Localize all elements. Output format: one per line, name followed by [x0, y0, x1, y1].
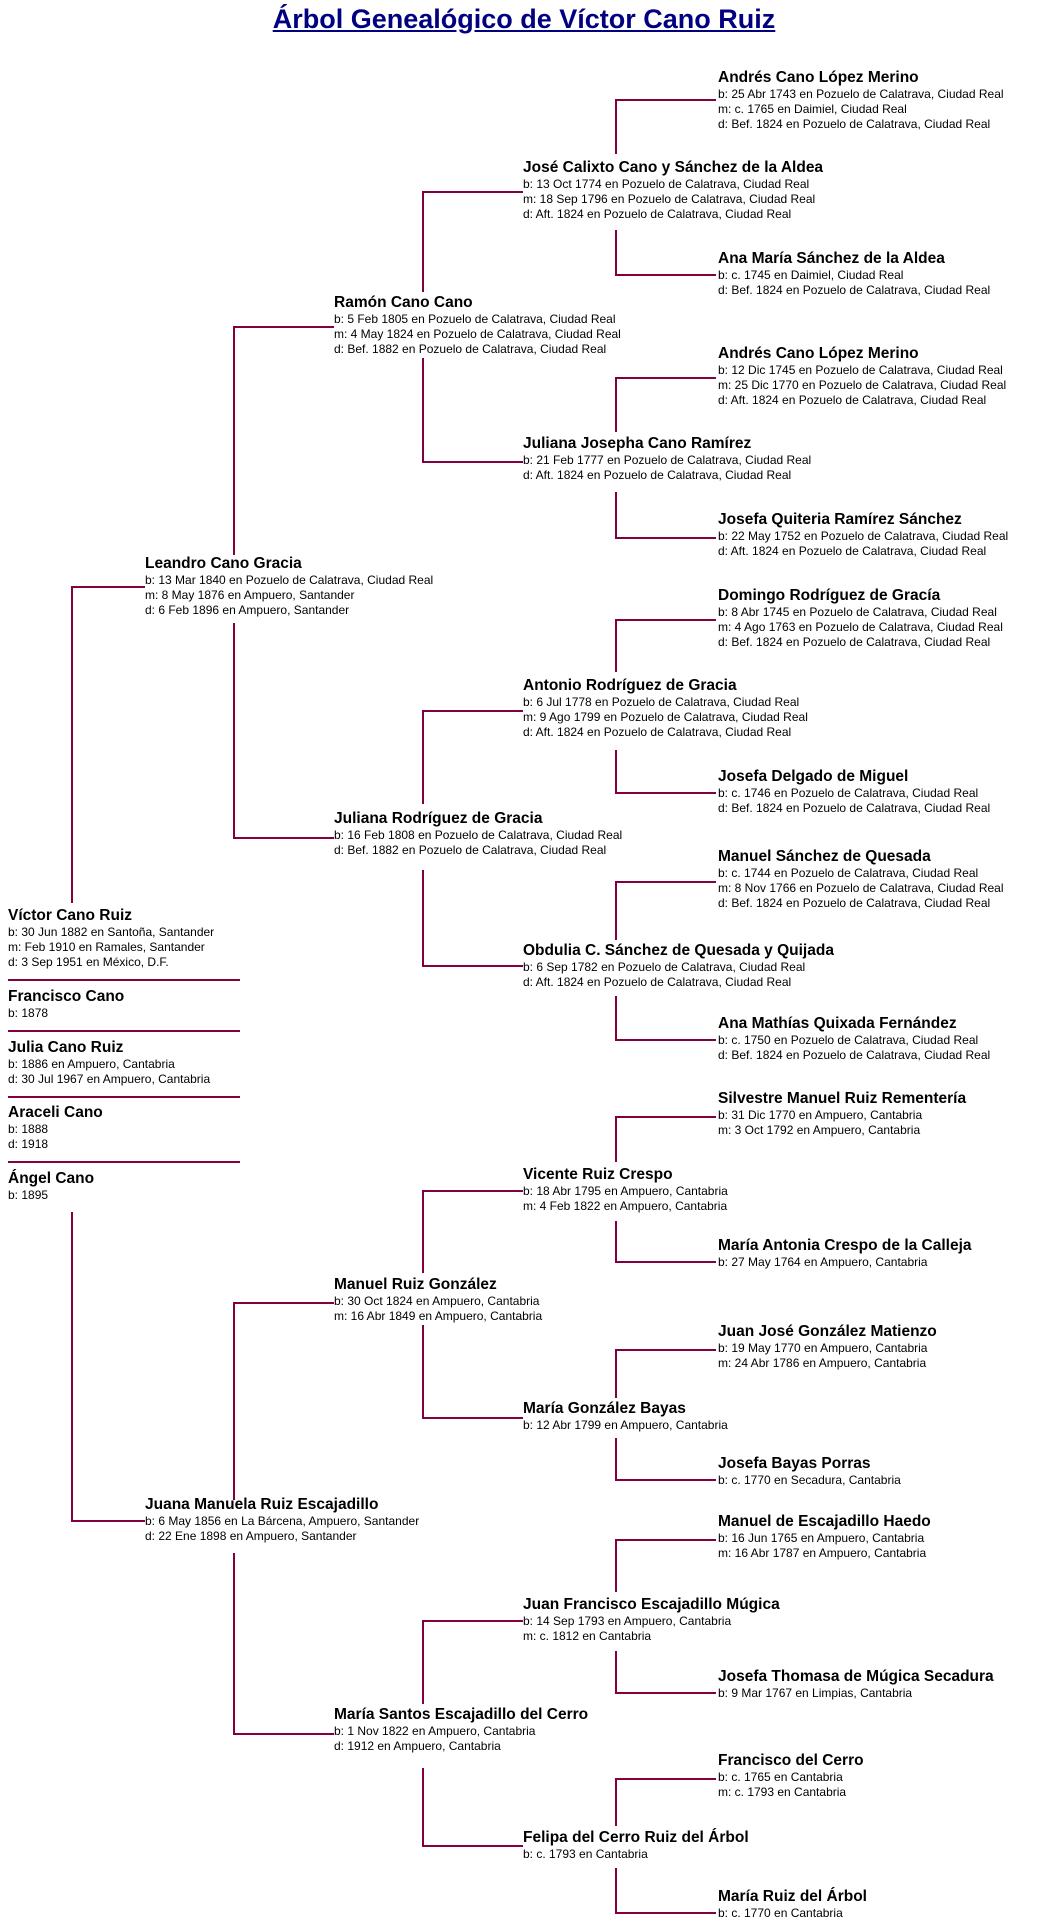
person-name: Andrés Cano López Merino — [718, 69, 919, 86]
person-name: Juana Manuela Ruiz Escajadillo — [145, 1496, 379, 1513]
connector-juan-josefatms — [616, 1651, 716, 1693]
person-marriage: m: 18 Sep 1796 en Pozuelo de Calatrava, Ciudad Real — [523, 192, 816, 206]
connector-obdulia-manuelsq — [616, 882, 716, 940]
person-name: Vicente Ruiz Crespo — [523, 1166, 673, 1183]
person-birth: b: 13 Oct 1774 en Pozuelo de Calatrava, Ciudad Real — [523, 177, 810, 191]
person-juan-fem — [523, 1596, 780, 1644]
person-marriage: m: 24 Abr 1786 en Ampuero, Cantabria — [718, 1356, 927, 1370]
person-name: Ramón Cano Cano — [334, 294, 473, 311]
person-marriage: m: 16 Abr 1849 en Ampuero, Cantabria — [334, 1309, 543, 1323]
person-birth: b: 18 Abr 1795 en Ampuero, Cantabria — [523, 1184, 728, 1198]
person-birth: b: 1895 — [8, 1188, 49, 1202]
connector-ramon-josecalixto — [423, 192, 523, 292]
person-death: d: Aft. 1824 en Pozuelo de Calatrava, Ciudad Real — [718, 544, 987, 558]
person-leandro — [145, 555, 433, 618]
connector-antonio-domingo — [616, 620, 716, 672]
connector-manuel-vicente — [423, 1191, 523, 1273]
person-name: Leandro Cano Gracia — [145, 555, 302, 572]
person-name: Ana Mathías Quixada Fernández — [718, 1015, 957, 1032]
person-name: Manuel Sánchez de Quesada — [718, 848, 931, 865]
person-birth: b: 6 May 1856 en La Bárcena, Ampuero, Santander — [145, 1514, 420, 1528]
person-name: Juliana Rodríguez de Gracia — [334, 810, 543, 827]
person-name: Josefa Quiteria Ramírez Sánchez — [718, 511, 962, 528]
person-marriage: m: 4 Feb 1822 en Ampuero, Cantabria — [523, 1199, 728, 1213]
connector-mariasantos-juan — [423, 1621, 523, 1704]
connector-ramon-juliana — [423, 358, 523, 462]
connector-antonio-josefadm — [616, 750, 716, 793]
person-name: María Ruiz del Árbol — [718, 1888, 867, 1905]
person-manuel-eh — [718, 1513, 931, 1561]
person-birth: b: c. 1765 en Cantabria — [718, 1770, 843, 1784]
person-death: d: Aft. 1824 en Pozuelo de Calatrava, Ciudad Real — [718, 393, 987, 407]
connector-juan-manueleh — [616, 1540, 716, 1592]
person-marriage: m: 4 May 1824 en Pozuelo de Calatrava, Ciudad Real — [334, 327, 621, 341]
person-name: María Antonia Crespo de la Calleja — [718, 1237, 972, 1254]
person-josefa-dm — [718, 768, 990, 816]
person-birth: b: 1 Nov 1822 en Ampuero, Cantabria — [334, 1724, 536, 1738]
connector-mariagb-josefabp — [616, 1438, 716, 1480]
person-name: Josefa Thomasa de Múgica Secadura — [718, 1668, 994, 1685]
person-death: d: Aft. 1824 en Pozuelo de Calatrava, Ciudad Real — [523, 725, 792, 739]
person-marriage: m: 16 Abr 1787 en Ampuero, Cantabria — [718, 1546, 927, 1560]
person-name: Obdulia C. Sánchez de Quesada y Quijada — [523, 942, 834, 959]
connector-juliana-obdulia — [423, 870, 523, 966]
person-death: d: Aft. 1824 en Pozuelo de Calatrava, Ciudad Real — [523, 207, 792, 221]
person-josefa-bp — [718, 1455, 901, 1488]
person-name: Silvestre Manuel Ruiz Rementería — [718, 1090, 967, 1107]
connector-mariasantos-felipa — [423, 1768, 523, 1846]
person-marriage: m: 25 Dic 1770 en Pozuelo de Calatrava, Ciudad Real — [718, 378, 1007, 392]
person-birth: b: c. 1770 en Cantabria — [718, 1906, 843, 1920]
person-felipa — [523, 1829, 749, 1862]
connector-felipa-francisco — [616, 1779, 716, 1826]
page-title: Árbol Genealógico de Víctor Cano Ruiz — [272, 4, 776, 34]
person-name: María González Bayas — [523, 1400, 686, 1417]
sibling-angel — [8, 1170, 94, 1203]
person-birth: b: 12 Abr 1799 en Ampuero, Cantabria — [523, 1418, 728, 1432]
person-francisco-c — [718, 1752, 864, 1800]
person-name: Francisco del Cerro — [718, 1752, 864, 1769]
person-name: Ángel Cano — [8, 1170, 95, 1187]
person-maria-gb — [523, 1400, 728, 1433]
sibling-julia — [8, 1039, 210, 1087]
person-birth: b: 1886 en Ampuero, Cantabria — [8, 1057, 175, 1071]
person-birth: b: 30 Oct 1824 en Ampuero, Cantabria — [334, 1294, 540, 1308]
person-name: Manuel de Escajadillo Haedo — [718, 1513, 931, 1530]
connector-juliana-josefaq — [616, 492, 716, 538]
person-name: Domingo Rodríguez de Gracía — [718, 587, 941, 604]
person-birth: b: 9 Mar 1767 en Limpias, Cantabria — [718, 1686, 913, 1700]
connector-felipa-mariara — [616, 1868, 716, 1913]
person-birth: b: 6 Sep 1782 en Pozuelo de Calatrava, Ciudad Real — [523, 960, 806, 974]
person-marriage: m: 8 Nov 1766 en Pozuelo de Calatrava, Ciudad Real — [718, 881, 1004, 895]
person-name: María Santos Escajadillo del Cerro — [334, 1706, 589, 1723]
person-name: Francisco Cano — [8, 988, 125, 1005]
person-birth: b: c. 1793 en Cantabria — [523, 1847, 648, 1861]
person-maria-santos — [334, 1706, 588, 1754]
person-andres-2 — [718, 345, 1006, 408]
person-juan-jgm — [718, 1323, 937, 1371]
person-birth: b: c. 1744 en Pozuelo de Calatrava, Ciudad Real — [718, 866, 979, 880]
person-marriage: m: 3 Oct 1792 en Ampuero, Cantabria — [718, 1123, 921, 1137]
person-jose-calixto — [523, 159, 823, 222]
person-death: d: Aft. 1824 en Pozuelo de Calatrava, Ciudad Real — [523, 975, 792, 989]
connector-victor-leandro — [72, 587, 145, 903]
person-name: José Calixto Cano y Sánchez de la Aldea — [523, 159, 824, 176]
connector-josecalixto-anamaria — [616, 230, 716, 275]
person-maria-ra — [718, 1888, 867, 1921]
person-manuel-rg — [334, 1276, 542, 1324]
person-ramon — [334, 294, 621, 357]
person-birth: b: 19 May 1770 en Ampuero, Cantabria — [718, 1341, 928, 1355]
person-death: d: Bef. 1824 en Pozuelo de Calatrava, Ciudad Real — [718, 801, 991, 815]
connector-juliana-andres2 — [616, 378, 716, 432]
person-juliana-rg — [334, 810, 622, 858]
person-maria-acc — [718, 1237, 972, 1270]
person-marriage: m: 4 Ago 1763 en Pozuelo de Calatrava, Ciudad Real — [718, 620, 1003, 634]
person-name: Andrés Cano López Merino — [718, 345, 919, 362]
person-birth: b: 12 Dic 1745 en Pozuelo de Calatrava, Ciudad Real — [718, 363, 1003, 377]
person-josefa-qrs — [718, 511, 1008, 559]
person-birth: b: 1878 — [8, 1006, 49, 1020]
person-name: Araceli Cano — [8, 1104, 103, 1121]
person-death: d: Bef. 1824 en Pozuelo de Calatrava, Ciudad Real — [718, 1048, 991, 1062]
person-birth: b: 16 Jun 1765 en Ampuero, Cantabria — [718, 1531, 925, 1545]
person-obdulia — [523, 942, 834, 990]
person-birth: b: 22 May 1752 en Pozuelo de Calatrava, Ciudad Real — [718, 529, 1009, 543]
connector-mariagb-juanjgm — [616, 1350, 716, 1398]
person-death: d: 3 Sep 1951 en México, D.F. — [8, 955, 169, 969]
person-marriage: m: 8 May 1876 en Ampuero, Santander — [145, 588, 355, 602]
person-death: d: 22 Ene 1898 en Ampuero, Santander — [145, 1529, 357, 1543]
person-death: d: Bef. 1824 en Pozuelo de Calatrava, Ciudad Real — [718, 635, 991, 649]
person-birth: b: c. 1745 en Daimiel, Ciudad Real — [718, 268, 904, 282]
person-death: d: Bef. 1882 en Pozuelo de Calatrava, Ciudad Real — [334, 843, 607, 857]
person-andres-1 — [718, 69, 1004, 132]
connector-vicente-silvestre — [616, 1117, 716, 1162]
person-death: d: 30 Jul 1967 en Ampuero, Cantabria — [8, 1072, 211, 1086]
person-marriage: m: 9 Ago 1799 en Pozuelo de Calatrava, Ciudad Real — [523, 710, 808, 724]
person-victor — [8, 907, 214, 970]
person-birth: b: c. 1770 en Secadura, Cantabria — [718, 1473, 901, 1487]
person-name: Juan José González Matienzo — [718, 1323, 937, 1340]
person-marriage: m: c. 1765 en Daimiel, Ciudad Real — [718, 102, 907, 116]
person-domingo — [718, 587, 1003, 650]
person-name: Juan Francisco Escajadillo Múgica — [523, 1596, 780, 1613]
sibling-araceli — [8, 1104, 103, 1152]
person-death: d: Aft. 1824 en Pozuelo de Calatrava, Ciudad Real — [523, 468, 792, 482]
person-marriage: m: Feb 1910 en Ramales, Santander — [8, 940, 205, 954]
sibling-francisco — [8, 988, 124, 1021]
connector-juana-mariasantos — [234, 1553, 334, 1734]
person-ana-maria — [718, 250, 990, 298]
person-juliana-jcr — [523, 435, 811, 483]
person-vicente — [523, 1166, 728, 1214]
person-birth: b: 27 May 1764 en Ampuero, Cantabria — [718, 1255, 928, 1269]
person-death: d: Bef. 1824 en Pozuelo de Calatrava, Ciudad Real — [718, 283, 991, 297]
connector-juliana-antonio — [423, 711, 523, 804]
person-name: Julia Cano Ruiz — [8, 1039, 124, 1056]
person-birth: b: 6 Jul 1778 en Pozuelo de Calatrava, Ciudad Real — [523, 695, 800, 709]
person-death: d: 6 Feb 1896 en Ampuero, Santander — [145, 603, 350, 617]
person-birth: b: 13 Mar 1840 en Pozuelo de Calatrava, Ciudad Real — [145, 573, 434, 587]
person-birth: b: c. 1746 en Pozuelo de Calatrava, Ciudad Real — [718, 786, 979, 800]
person-name: Felipa del Cerro Ruiz del Árbol — [523, 1829, 749, 1846]
person-manuel-sq — [718, 848, 1004, 911]
person-death: d: 1918 — [8, 1137, 49, 1151]
person-birth: b: 25 Abr 1743 en Pozuelo de Calatrava, Ciudad Real — [718, 87, 1004, 101]
person-death: d: Bef. 1824 en Pozuelo de Calatrava, Ciudad Real — [718, 117, 991, 131]
person-birth: b: 31 Dic 1770 en Ampuero, Cantabria — [718, 1108, 923, 1122]
connector-juana-manuel — [234, 1303, 334, 1500]
person-name: Ana María Sánchez de la Aldea — [718, 250, 945, 267]
connector-obdulia-anamqf — [616, 996, 716, 1040]
person-name: Manuel Ruiz González — [334, 1276, 497, 1293]
person-birth: b: 14 Sep 1793 en Ampuero, Cantabria — [523, 1614, 732, 1628]
person-name: Víctor Cano Ruiz — [8, 907, 133, 924]
person-birth: b: 30 Jun 1882 en Santoña, Santander — [8, 925, 215, 939]
connector-manuel-mariagb — [423, 1325, 523, 1418]
person-juana — [145, 1496, 419, 1544]
person-antonio-rg — [523, 677, 808, 740]
person-birth: b: c. 1750 en Pozuelo de Calatrava, Ciudad Real — [718, 1033, 979, 1047]
person-death: d: 1912 en Ampuero, Cantabria — [334, 1739, 501, 1753]
connector-leandro-juliana — [234, 623, 334, 838]
person-death: d: Bef. 1882 en Pozuelo de Calatrava, Ciudad Real — [334, 342, 607, 356]
person-name: Josefa Delgado de Miguel — [718, 768, 909, 785]
person-birth: b: 8 Abr 1745 en Pozuelo de Calatrava, Ciudad Real — [718, 605, 997, 619]
person-name: Josefa Bayas Porras — [718, 1455, 871, 1472]
person-death: d: Bef. 1824 en Pozuelo de Calatrava, Ciudad Real — [718, 896, 991, 910]
person-birth: b: 5 Feb 1805 en Pozuelo de Calatrava, Ciudad Real — [334, 312, 616, 326]
person-birth: b: 16 Feb 1808 en Pozuelo de Calatrava, Ciudad Real — [334, 828, 623, 842]
person-ana-mqf — [718, 1015, 990, 1063]
person-birth: b: 21 Feb 1777 en Pozuelo de Calatrava, Ciudad Real — [523, 453, 812, 467]
connector-victor-juana — [72, 1212, 145, 1521]
connector-josecalixto-andres1 — [616, 100, 716, 154]
person-birth: b: 1888 — [8, 1122, 49, 1136]
person-name: Antonio Rodríguez de Gracia — [523, 677, 737, 694]
connector-vicente-mariaacc — [616, 1221, 716, 1262]
person-silvestre — [718, 1090, 966, 1138]
person-marriage: m: c. 1812 en Cantabria — [523, 1629, 652, 1643]
person-josefa-tms — [718, 1668, 994, 1701]
connector-leandro-ramon — [234, 327, 334, 555]
person-name: Juliana Josepha Cano Ramírez — [523, 435, 752, 452]
person-marriage: m: c. 1793 en Cantabria — [718, 1785, 847, 1799]
